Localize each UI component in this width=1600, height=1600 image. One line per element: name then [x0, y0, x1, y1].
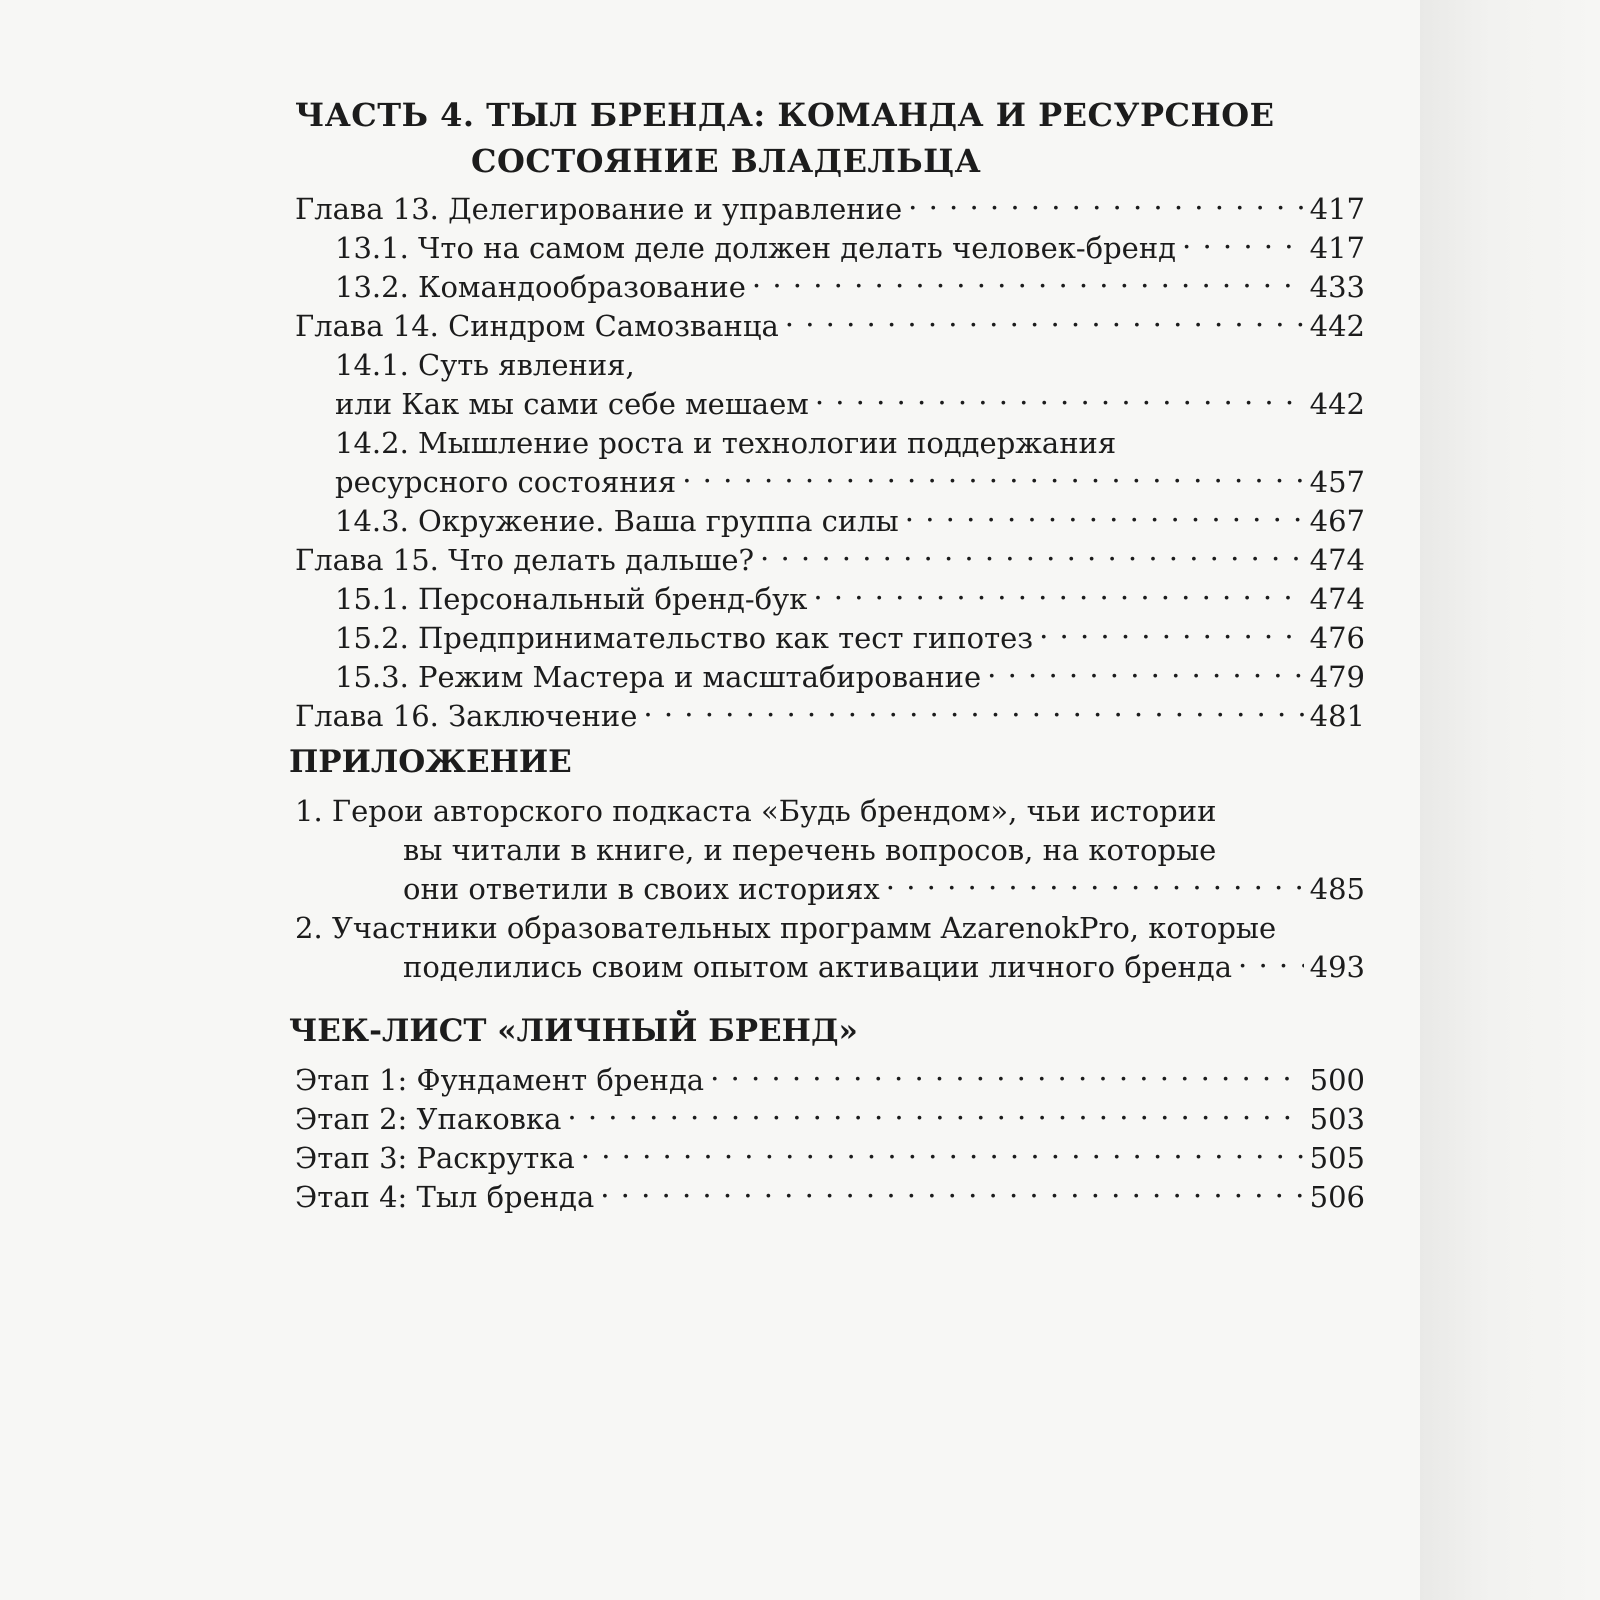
toc-page-number: 485: [1309, 872, 1365, 906]
appendix-item-line: 1. Герои авторского подкаста «Будь брендом», чьи истории: [295, 794, 1217, 828]
toc-label: Этап 2: Упаковка: [295, 1102, 562, 1136]
part-title-line2: СОСТОЯНИЕ ВЛАДЕЛЬЦА: [471, 142, 982, 180]
part-title: [295, 92, 1365, 184]
dot-leader: [886, 870, 1304, 899]
toc-label: или Как мы сами себе мешаем: [335, 387, 809, 421]
toc-page-number: 474: [1309, 543, 1365, 577]
checklist-title: ЧЕК-ЛИСТ «ЛИЧНЫЙ БРЕНД»: [289, 1013, 858, 1049]
toc-entry: [295, 1139, 1365, 1178]
toc-page-number: 417: [1309, 231, 1365, 265]
toc-entry: [295, 268, 1365, 307]
toc-label: 15.3. Режим Мастера и масштабирование: [335, 660, 982, 694]
toc-label: ресурсного состояния: [335, 465, 677, 499]
dot-leader: [987, 658, 1303, 687]
dot-leader: [1039, 619, 1304, 648]
toc-label: Глава 16. Заключение: [295, 699, 638, 733]
appendix-item-line: вы читали в книге, и перечень вопросов, на которые: [403, 833, 1217, 867]
part-title-line1: ЧАСТЬ 4. ТЫЛ БРЕНДА: КОМАНДА И РЕСУРСНОЕ: [295, 96, 1275, 134]
toc-page-number: 476: [1309, 621, 1365, 655]
dot-leader: [1238, 948, 1304, 977]
toc-page-number: 417: [1309, 192, 1365, 226]
dot-leader: [905, 502, 1304, 531]
toc-page-number: 503: [1309, 1102, 1365, 1136]
dot-leader: [815, 385, 1304, 414]
toc-entry: [295, 1100, 1365, 1139]
page-gutter: [1420, 0, 1600, 1600]
toc-label: Глава 14. Синдром Самозванца: [295, 309, 779, 343]
toc-label-line: 14.2. Мышление роста и технологии поддержания: [335, 426, 1117, 460]
toc-page-number: 433: [1309, 270, 1365, 304]
toc-page-number: 506: [1309, 1180, 1365, 1214]
toc-entry: [295, 229, 1365, 268]
dot-leader: [760, 541, 1304, 570]
toc-entry: [295, 1178, 1365, 1217]
toc-entry: [295, 697, 1365, 736]
toc-entry: [295, 1061, 1365, 1100]
toc-label: 13.1. Что на самом деле должен делать человек-бренд: [335, 231, 1177, 265]
toc-label: Глава 15. Что делать дальше?: [295, 543, 755, 577]
dot-leader: [908, 190, 1304, 219]
toc-label: Этап 3: Раскрутка: [295, 1141, 575, 1175]
toc-page-number: 505: [1309, 1141, 1365, 1175]
toc-label: поделились своим опытом активации личного бренда: [403, 950, 1233, 984]
dot-leader: [682, 463, 1303, 492]
toc-page-number: 479: [1309, 660, 1365, 694]
toc-entry: [295, 541, 1365, 580]
toc-label: Этап 4: Тыл бренда: [295, 1180, 595, 1214]
dot-leader: [785, 307, 1304, 336]
dot-leader: [813, 580, 1303, 609]
toc-label: Этап 1: Фундамент бренда: [295, 1063, 705, 1097]
appendix-item-line: 2. Участники образовательных программ AzarenokPro, которые: [295, 911, 1277, 945]
toc-label: 13.2. Командообразование: [335, 270, 746, 304]
toc-entry: [295, 619, 1365, 658]
appendix-title: ПРИЛОЖЕНИЕ: [289, 744, 572, 780]
dot-leader: [643, 697, 1303, 726]
dot-leader: [752, 268, 1304, 297]
toc-label-line: 14.1. Суть явления,: [335, 348, 635, 382]
toc-page-number: 457: [1309, 465, 1365, 499]
toc-page-number: 493: [1309, 950, 1365, 984]
toc-entry: [295, 385, 1365, 424]
toc-entry: [295, 502, 1365, 541]
toc-page-number: 500: [1309, 1063, 1365, 1097]
toc-label: Глава 13. Делегирование и управление: [295, 192, 903, 226]
toc-entry: [295, 463, 1365, 502]
toc-entry: [295, 190, 1365, 229]
toc-entry: [295, 870, 1365, 909]
toc-entry: [295, 948, 1365, 987]
toc-entry: [295, 307, 1365, 346]
toc-entry: [295, 658, 1365, 697]
toc-label: 15.1. Персональный бренд-бук: [335, 582, 808, 616]
dot-leader: [710, 1061, 1304, 1090]
dot-leader: [600, 1178, 1303, 1207]
dot-leader: [581, 1139, 1304, 1168]
toc-label: 15.2. Предпринимательство как тест гипотез: [335, 621, 1034, 655]
toc-page-number: 474: [1309, 582, 1365, 616]
toc-page-number: 481: [1309, 699, 1365, 733]
toc-entry: [295, 580, 1365, 619]
toc-label: они ответили в своих историях: [403, 872, 880, 906]
toc-label: 14.3. Окружение. Ваша группа силы: [335, 504, 899, 538]
table-of-contents: [289, 92, 1365, 1217]
dot-leader: [567, 1100, 1303, 1129]
toc-page-number: 442: [1309, 387, 1365, 421]
toc-page-number: 467: [1309, 504, 1365, 538]
toc-page-number: 442: [1309, 309, 1365, 343]
dot-leader: [1182, 229, 1304, 258]
